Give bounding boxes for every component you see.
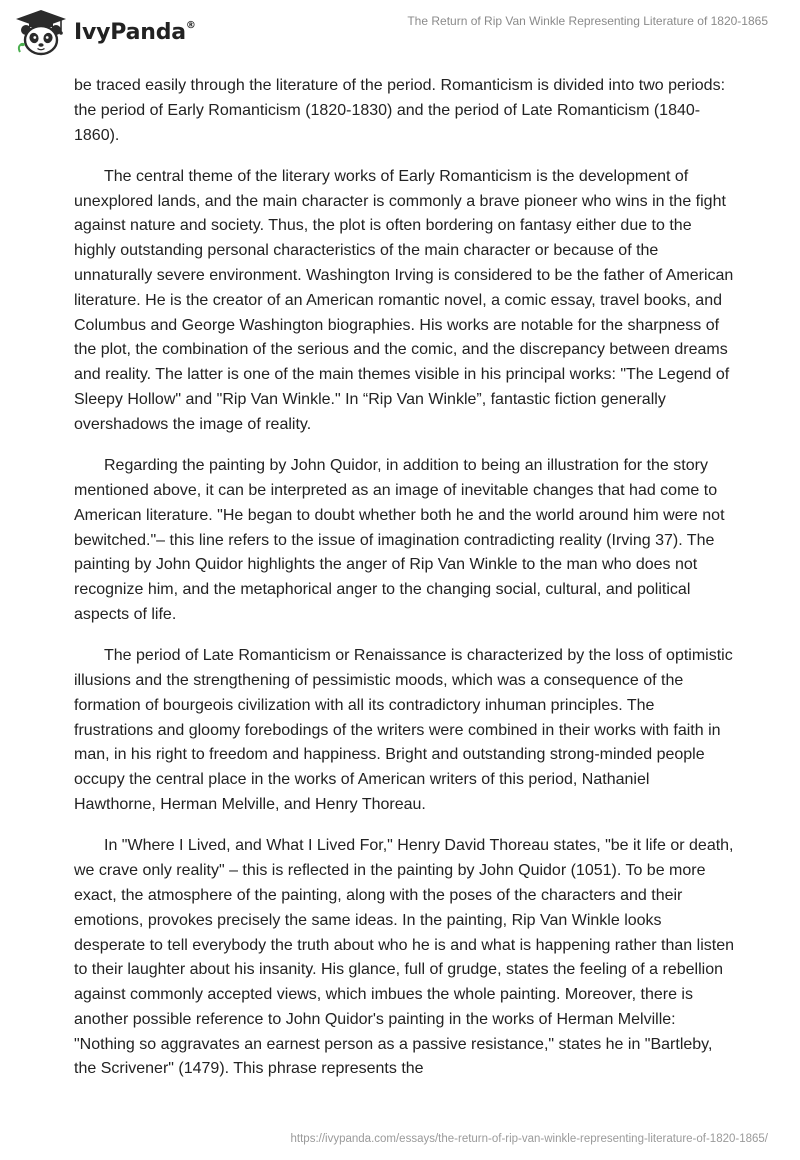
- paragraph: In "Where I Lived, and What I Lived For," Henry David Thoreau states, "be it life or death, we crave only reality" – this is reflected in the painting by John Quidor (1051). To be more exact, the atmosphere of the painting, along with the poses of the characters and their emotions, provokes precisely the same ideas. In the painting, Rip Van Winkle looks desperate to tell everybody the truth about who he is and what is happening rather than listen to their laughter about his insanity. His glance, full of grudge, states the feeling of a rebellion against commonly accepted views, which imbues the whole painting. Moreover, there is another possible reference to John Quidor's painting in the works of Herman Melville: "Nothing so aggravates an earnest person as a passive resistance," states he in "Bartleby, the Scrivener" (1479). This phrase represents the: [74, 837, 734, 1078]
- paragraph: be traced easily through the literature of the period. Romanticism is divided into two periods: the period of Early Romanticism (1820-1830) and the period of Late Romanticism (1840-1860).: [74, 77, 726, 144]
- paragraph: Regarding the painting by John Quidor, in addition to being an illustration for the story mentioned above, it can be interpreted as an image of inevitable changes that had come to American literature. "He began to doubt whether both he and the world around him were not bewitched."– this line refers to the issue of imagination contradicting reality (Irving 37). The painting by John Quidor highlights the anger of Rip Van Winkle to the man who does not recognize him, and the metaphorical anger to the changing social, cultural, and political aspects of life.: [74, 457, 725, 623]
- essay-body: [74, 74, 734, 1099]
- page-header: [0, 0, 800, 70]
- brand-name-text: IvyPanda: [74, 19, 186, 45]
- brand-name: [74, 20, 196, 45]
- registered-mark: ®: [185, 20, 196, 32]
- source-url-link[interactable]: https://ivypanda.com/essays/the-return-of-rip-van-winkle-representing-literature-of-1820-1865/: [290, 1133, 768, 1145]
- panda-graduation-cap-icon: [14, 8, 68, 56]
- paragraph: The central theme of the literary works of Early Romanticism is the development of unexplored lands, and the main character is commonly a brave pioneer who wins in the fight against nature and society. Thus, the plot is often bordering on fantasy either due to the highly outstanding personal characteristics of the main character or because of the unnaturally severe environment. Washington Irving is considered to be the father of American literature. He is the creator of an American romantic novel, a comic essay, travel books, and Columbus and George Washington biographies. His works are notable for the sharpness of the plot, the combination of the serious and the comic, and the discrepancy between dreams and reality. The latter is one of the main themes visible in his principal works: "The Legend of Sleepy Hollow" and "Rip Van Winkle." In “Rip Van Winkle”, fantastic fiction generally overshadows the image of reality.: [74, 167, 734, 433]
- document-title: The Return of Rip Van Winkle Representing Literature of 1820-1865: [407, 14, 768, 28]
- paragraph: The period of Late Romanticism or Renaissance is characterized by the loss of optimistic illusions and the strengthening of pessimistic moods, which was a consequence of the formation of bourgeois civilization with all its contradictory inhuman principles. The frustrations and gloomy forebodings of the writers were combined in their works with faith in man, in his right to freedom and happiness. Bright and outstanding strong-minded people occupy the central place in the works of American writers of this period, Nathaniel Hawthorne, Herman Melville, and Henry Thoreau.: [74, 647, 733, 814]
- brand-logo[interactable]: [14, 8, 196, 56]
